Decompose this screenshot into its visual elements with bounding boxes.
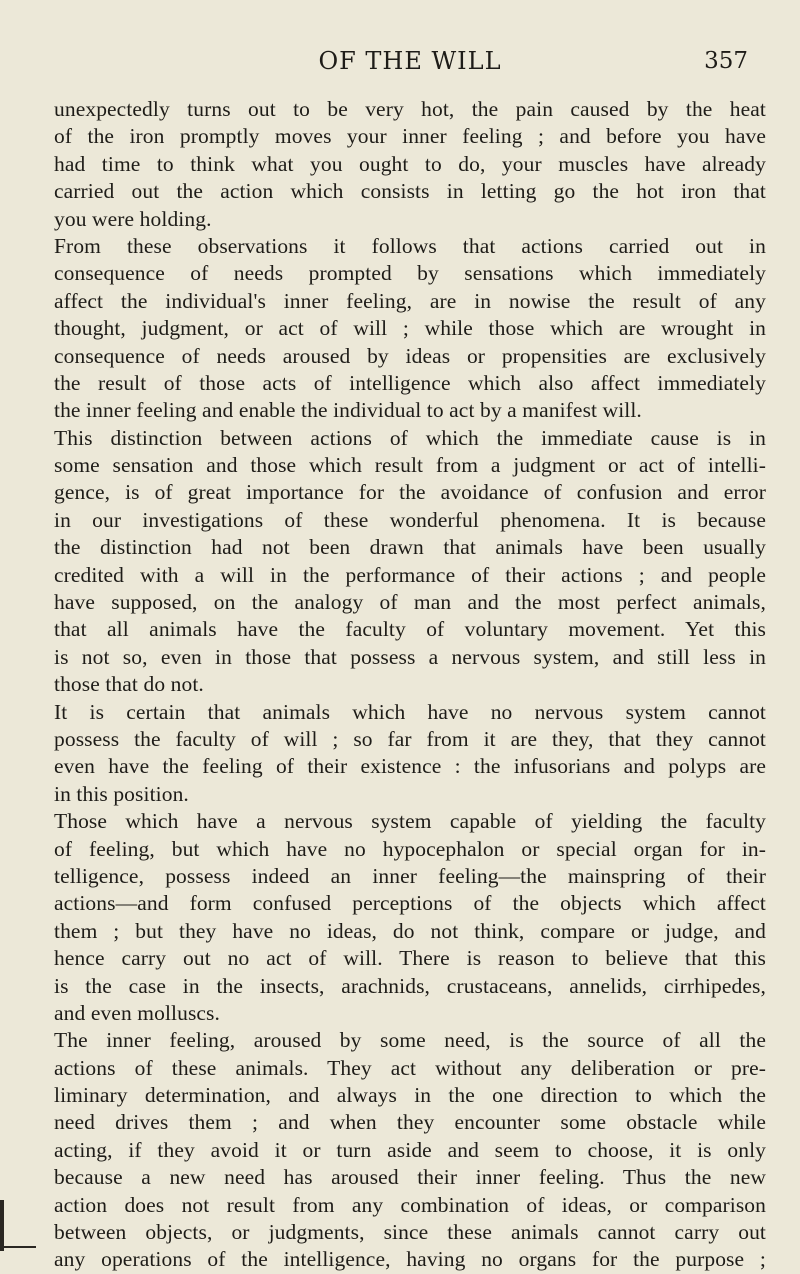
text-line: because a new need has aroused their inner feeling. Thus the new (54, 1165, 766, 1190)
text-line: have supposed, on the analogy of man and the most perfect animals, (54, 590, 766, 615)
text-line: those that do not. (54, 672, 204, 697)
text-line: is the case in the insects, arachnids, crustaceans, annelids, cirrhipedes, (54, 973, 766, 998)
text-line: From these observations it follows that actions carried out in (54, 233, 766, 258)
text-line: possess the faculty of will ; so far from it are they, that they cannot (54, 726, 766, 751)
text-line: carried out the action which consists in letting go the hot iron that (54, 179, 766, 204)
text-line: the result of those acts of intelligence which also affect immediately (54, 370, 766, 395)
text-line: of the iron promptly moves your inner feeling ; and before you have (54, 124, 766, 149)
text-line: It is certain that animals which have no nervous system cannot (54, 699, 766, 724)
text-line: any operations of the intelligence, having no organs for the purpose ; (54, 1247, 766, 1272)
text-line: is not so, even in those that possess a nervous system, and still less in (54, 644, 766, 669)
text-line: in this position. (54, 781, 189, 806)
text-line: Those which have a nervous system capable of yielding the faculty (54, 809, 766, 834)
text-line: hence carry out no act of will. There is reason to believe that this (54, 946, 766, 971)
text-line: telligence, possess indeed an inner feeling—the mainspring of their (54, 863, 766, 888)
text-line: acting, if they avoid it or turn aside and seem to choose, it is only (54, 1137, 766, 1162)
text-line: This distinction between actions of which the immediate cause is in (54, 425, 766, 450)
text-line: that all animals have the faculty of voluntary movement. Yet this (54, 617, 766, 642)
running-title: OF THE WILL (318, 47, 502, 75)
text-line: unexpectedly turns out to be very hot, the pain caused by the heat (54, 97, 766, 121)
text-line: them ; but they have no ideas, do not think, compare or judge, and (54, 918, 766, 943)
text-line: consequence of needs aroused by ideas or propensities are exclusively (54, 343, 766, 368)
text-line: affect the individual's inner feeling, are in nowise the result of any (54, 288, 766, 313)
text-line: in our investigations of these wonderful phenomena. It is because (54, 507, 766, 532)
text-line: the distinction had not been drawn that animals have been usually (54, 535, 766, 560)
text-line: some sensation and those which result from a judgment or act of intelli- (54, 453, 766, 478)
text-line: thought, judgment, or act of will ; while those which are wrought in (54, 316, 766, 341)
text-line: gence, is of great importance for the avoidance of confusion and error (54, 480, 766, 505)
text-line: liminary determination, and always in the one direction to which the (54, 1083, 766, 1108)
text-line: The inner feeling, aroused by some need, is the source of all the (54, 1028, 766, 1053)
text-line: and even molluscs. (54, 1000, 220, 1025)
running-head (50, 44, 770, 78)
text-line: of feeling, but which have no hypocephalon or special organ for in- (54, 836, 766, 861)
text-line: actions—and form confused perceptions of the objects which affect (54, 891, 766, 916)
text-line: need drives them ; and when they encounter some obstacle while (54, 1110, 766, 1135)
body-text (54, 96, 766, 1274)
text-line: action does not result from any combination of ideas, or comparison (54, 1192, 766, 1217)
text-line: consequence of needs prompted by sensations which immediately (54, 261, 766, 286)
text-line: credited with a will in the performance of their actions ; and people (54, 562, 766, 587)
text-line: the inner feeling and enable the individual to act by a manifest will. (54, 398, 642, 423)
text-line: between objects, or judgments, since these animals cannot carry out (54, 1220, 766, 1245)
text-line: even have the feeling of their existence : the infusorians and polyps are (54, 754, 766, 779)
text-line: you were holding. (54, 206, 212, 231)
text-line: actions of these animals. They act without any deliberation or pre- (54, 1055, 766, 1080)
binding-edge (0, 1200, 4, 1251)
page-number: 357 (704, 48, 748, 74)
binding-foot (0, 1246, 36, 1248)
text-line: had time to think what you ought to do, your muscles have already (54, 151, 766, 176)
